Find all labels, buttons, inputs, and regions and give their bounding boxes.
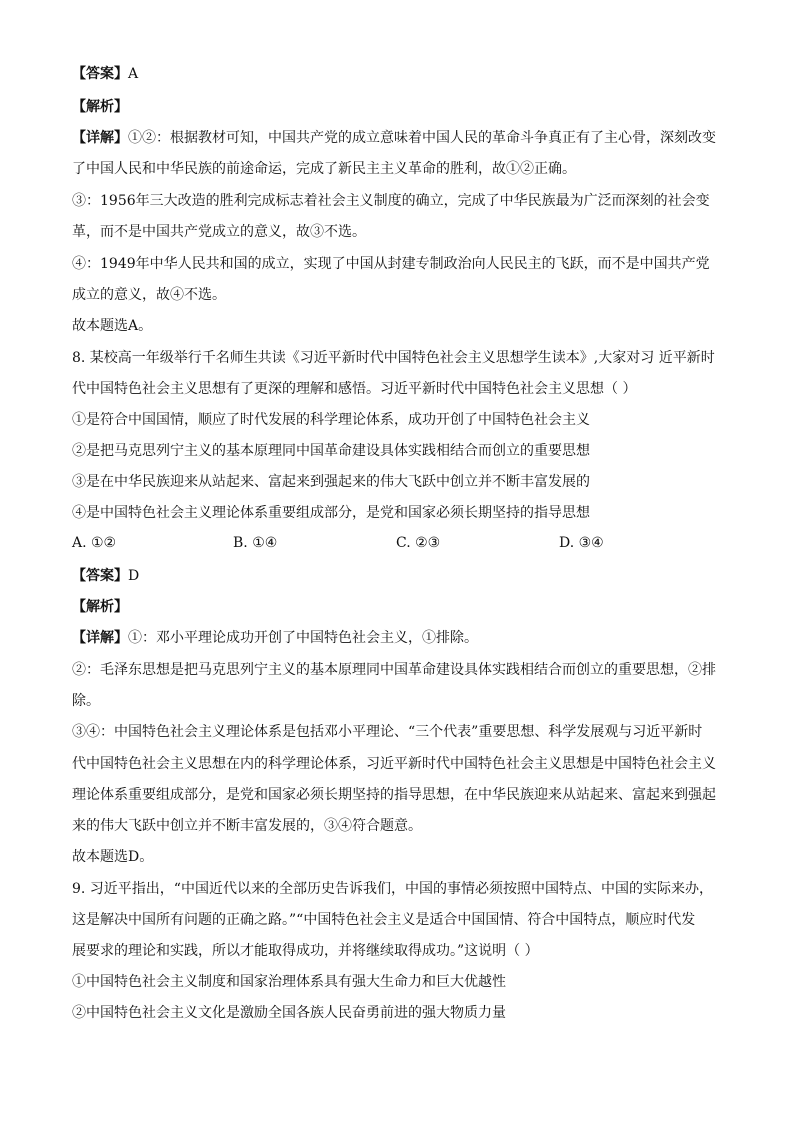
q9-stem-line-2: 这是解决中国所有问题的正确之路。”“中国特色社会主义是适合中国国情、符合中国特点，顺应时代发 <box>72 912 696 928</box>
q7-conclusion: 故本题选A。 <box>72 318 153 334</box>
q8-option-d: D. ③④ <box>559 535 604 551</box>
q9-statement-2: ②中国特色社会主义文化是激励全国各族人民奋勇前进的强大物质力量 <box>72 1005 506 1021</box>
q8-detail-line-4: ③④：中国特色社会主义理论体系是包括邓小平理论、“三个代表”重要思想、科学发展观与习近平新时 <box>72 724 703 740</box>
answer-value: D <box>128 568 140 584</box>
q7-detail-line-5: ④：1949年中华人民共和国的成立，实现了中国从封建专制政治向人民民主的飞跃，而不是中国共产党 <box>72 256 710 272</box>
detail-tag: 【详解】 <box>72 130 128 146</box>
q8-statement-1: ①是符合中国国情，顺应了时代发展的科学理论体系，成功开创了中国特色社会主义 <box>72 412 590 428</box>
q9-stem-line-1: 9. 习近平指出，“中国近代以来的全部历史告诉我们，中国的事情必须按照中国特点、中国的实际来办， <box>72 881 713 897</box>
q7-detail-line-4: 革，而不是中国共产党成立的意义，故③不选。 <box>72 224 366 240</box>
q7-detail-line-2: 了中国人民和中华民族的前途命运，完成了新民主主义革命的胜利，故①②正确。 <box>72 161 576 177</box>
detail-tag: 【详解】 <box>72 630 128 646</box>
q8-options <box>72 535 732 555</box>
q8-detail-line-5: 代中国特色社会主义思想在内的科学理论体系，习近平新时代中国特色社会主义思想是中国特色社会主义 <box>72 756 716 772</box>
q8-option-b: B. ①④ <box>233 535 278 551</box>
q8-conclusion: 故本题选D。 <box>72 849 154 865</box>
q9-statement-1: ①中国特色社会主义制度和国家治理体系具有强大生命力和巨大优越性 <box>72 974 506 990</box>
q8-statement-3: ③是在中华民族迎来从站起来、富起来到强起来的伟大飞跃中创立并不断丰富发展的 <box>72 474 590 490</box>
q8-stem-line-2: 代中国特色社会主义思想有了更深的理解和感悟。习近平新时代中国特色社会主义思想（ ） <box>72 381 637 397</box>
q7-detail-line-1 <box>72 128 732 148</box>
analysis-tag: 【解析】 <box>72 599 128 615</box>
q8-statement-4: ④是中国特色社会主义理论体系重要组成部分，是党和国家必须长期坚持的指导思想 <box>72 505 590 521</box>
q8-detail-line-1 <box>72 628 732 648</box>
q8-detail-line-6: 理论体系重要组成部分，是党和国家必须长期坚持的指导思想，在中华民族迎来从站起来、富起来到强起 <box>72 787 716 803</box>
answer-value: A <box>128 66 139 82</box>
q8-option-c: C. ②③ <box>396 535 441 551</box>
q7-analysis-heading <box>72 97 732 117</box>
q7-answer-line <box>72 64 732 84</box>
detail-text: ①②：根据教材可知，中国共产党的成立意味着中国人民的革命斗争真正有了主心骨，深刻改变 <box>128 130 716 146</box>
q8-option-a: A. ①② <box>72 535 117 551</box>
q8-analysis-heading <box>72 597 732 617</box>
q7-detail-line-3: ③：1956年三大改造的胜利完成标志着社会主义制度的确立，完成了中华民族最为广泛而深刻的社会变 <box>72 193 710 209</box>
q8-answer-line <box>72 566 732 586</box>
answer-tag: 【答案】 <box>72 66 128 82</box>
q8-detail-line-3: 除。 <box>72 693 100 709</box>
q8-statement-2: ②是把马克思列宁主义的基本原理同中国革命建设具体实践相结合而创立的重要思想 <box>72 443 590 459</box>
q7-detail-line-6: 成立的意义，故④不选。 <box>72 287 226 303</box>
q9-stem-line-3: 展要求的理论和实践，所以才能取得成功，并将继续取得成功。”这说明（ ） <box>72 943 539 959</box>
detail-text: ①：邓小平理论成功开创了中国特色社会主义，①排除。 <box>128 630 478 646</box>
q8-stem-line-1: 8. 某校高一年级举行千名师生共读《习近平新时代中国特色社会主义思想学生读本》,大家对习 近平新时 <box>72 350 715 366</box>
answer-tag: 【答案】 <box>72 568 128 584</box>
analysis-tag: 【解析】 <box>72 99 128 115</box>
q8-detail-line-7: 来的伟大飞跃中创立并不断丰富发展的，③④符合题意。 <box>72 818 422 834</box>
q8-detail-line-2: ②：毛泽东思想是把马克思列宁主义的基本原理同中国革命建设具体实践相结合而创立的重要思想，②排 <box>72 662 716 678</box>
